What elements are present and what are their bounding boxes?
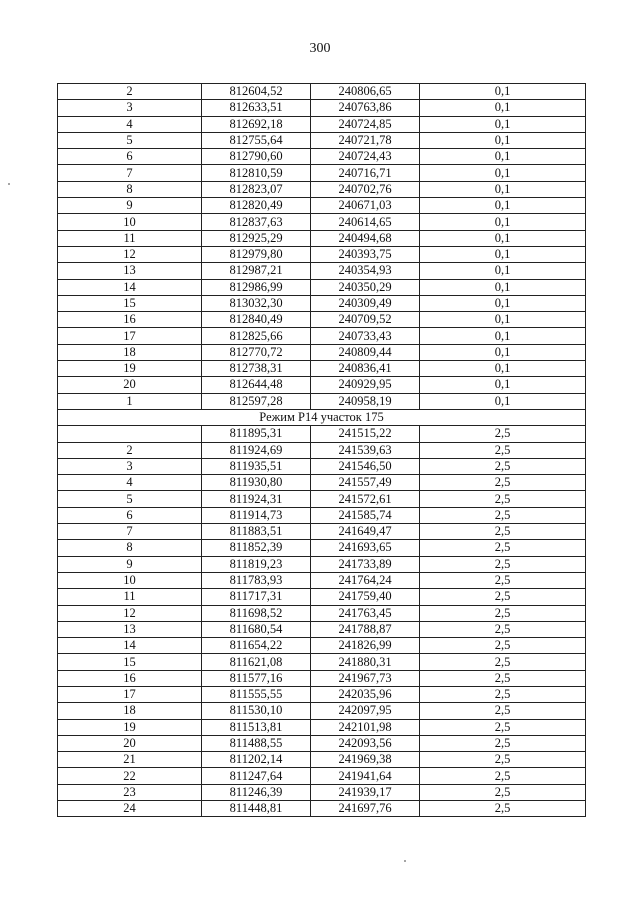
- point-number-cell: 7: [58, 524, 202, 540]
- accuracy-cell: 2,5: [420, 589, 586, 605]
- table-row: [58, 442, 586, 458]
- x-coordinate-cell: 812837,63: [202, 214, 311, 230]
- point-number-cell: 16: [58, 312, 202, 328]
- y-coordinate-cell: 241649,47: [311, 524, 420, 540]
- point-number-cell: 2: [58, 84, 202, 100]
- point-number-cell: 18: [58, 344, 202, 360]
- y-coordinate-cell: 241939,17: [311, 784, 420, 800]
- x-coordinate-cell: 812840,49: [202, 312, 311, 328]
- x-coordinate-cell: 812604,52: [202, 84, 311, 100]
- x-coordinate-cell: 811930,80: [202, 475, 311, 491]
- table-row: [58, 132, 586, 148]
- table-row: [58, 230, 586, 246]
- accuracy-cell: 2,5: [420, 784, 586, 800]
- accuracy-cell: 0,1: [420, 149, 586, 165]
- accuracy-cell: 2,5: [420, 621, 586, 637]
- point-number-cell: 23: [58, 784, 202, 800]
- accuracy-cell: 0,1: [420, 393, 586, 409]
- accuracy-cell: 2,5: [420, 572, 586, 588]
- point-number-cell: 22: [58, 768, 202, 784]
- table-row: [58, 605, 586, 621]
- point-number-cell: 1: [58, 393, 202, 409]
- x-coordinate-cell: 812979,80: [202, 246, 311, 262]
- table-row: [58, 214, 586, 230]
- x-coordinate-cell: 811654,22: [202, 638, 311, 654]
- table-row: [58, 703, 586, 719]
- accuracy-cell: 2,5: [420, 670, 586, 686]
- point-number-cell: 7: [58, 165, 202, 181]
- point-number-cell: 17: [58, 686, 202, 702]
- point-number-cell: 3: [58, 458, 202, 474]
- y-coordinate-cell: 241697,76: [311, 801, 420, 817]
- accuracy-cell: 0,1: [420, 377, 586, 393]
- y-coordinate-cell: 240806,65: [311, 84, 420, 100]
- x-coordinate-cell: 812925,29: [202, 230, 311, 246]
- y-coordinate-cell: 241764,24: [311, 572, 420, 588]
- x-coordinate-cell: 811448,81: [202, 801, 311, 817]
- table-row: [58, 198, 586, 214]
- y-coordinate-cell: 240721,78: [311, 132, 420, 148]
- y-coordinate-cell: 241546,50: [311, 458, 420, 474]
- point-number-cell: 8: [58, 540, 202, 556]
- point-number-cell: 5: [58, 491, 202, 507]
- y-coordinate-cell: 241759,40: [311, 589, 420, 605]
- table-row: [58, 768, 586, 784]
- point-number-cell: 20: [58, 377, 202, 393]
- accuracy-cell: 2,5: [420, 605, 586, 621]
- point-number-cell: 4: [58, 116, 202, 132]
- accuracy-cell: 0,1: [420, 100, 586, 116]
- accuracy-cell: 2,5: [420, 556, 586, 572]
- y-coordinate-cell: 241826,99: [311, 638, 420, 654]
- table-row: [58, 116, 586, 132]
- accuracy-cell: 0,1: [420, 230, 586, 246]
- y-coordinate-cell: 242101,98: [311, 719, 420, 735]
- point-number-cell: 10: [58, 572, 202, 588]
- x-coordinate-cell: 811914,73: [202, 507, 311, 523]
- point-number-cell: 13: [58, 621, 202, 637]
- y-coordinate-cell: 240929,95: [311, 377, 420, 393]
- table-row: [58, 556, 586, 572]
- accuracy-cell: 0,1: [420, 116, 586, 132]
- y-coordinate-cell: 240763,86: [311, 100, 420, 116]
- y-coordinate-cell: 240716,71: [311, 165, 420, 181]
- point-number-cell: 20: [58, 735, 202, 751]
- accuracy-cell: 0,1: [420, 198, 586, 214]
- point-number-cell: 10: [58, 214, 202, 230]
- y-coordinate-cell: 241941,64: [311, 768, 420, 784]
- accuracy-cell: 0,1: [420, 361, 586, 377]
- table-row: [58, 393, 586, 409]
- accuracy-cell: 2,5: [420, 686, 586, 702]
- point-number-cell: 11: [58, 230, 202, 246]
- accuracy-cell: 2,5: [420, 654, 586, 670]
- x-coordinate-cell: 813032,30: [202, 295, 311, 311]
- point-number-cell: 5: [58, 132, 202, 148]
- point-number-cell: 13: [58, 263, 202, 279]
- x-coordinate-cell: 811895,31: [202, 426, 311, 442]
- table-row: [58, 524, 586, 540]
- accuracy-cell: 2,5: [420, 768, 586, 784]
- x-coordinate-cell: 811202,14: [202, 752, 311, 768]
- table-row: [58, 638, 586, 654]
- accuracy-cell: 0,1: [420, 132, 586, 148]
- y-coordinate-cell: 241969,38: [311, 752, 420, 768]
- point-number-cell: 11: [58, 589, 202, 605]
- x-coordinate-cell: 811530,10: [202, 703, 311, 719]
- x-coordinate-cell: 811555,55: [202, 686, 311, 702]
- y-coordinate-cell: 241515,22: [311, 426, 420, 442]
- table-row: [58, 801, 586, 817]
- table-row: [58, 589, 586, 605]
- accuracy-cell: 0,1: [420, 214, 586, 230]
- y-coordinate-cell: 240393,75: [311, 246, 420, 262]
- point-number-cell: 19: [58, 361, 202, 377]
- x-coordinate-cell: 811819,23: [202, 556, 311, 572]
- point-number-cell: 19: [58, 719, 202, 735]
- x-coordinate-cell: 812738,31: [202, 361, 311, 377]
- table-row: [58, 263, 586, 279]
- accuracy-cell: 0,1: [420, 344, 586, 360]
- y-coordinate-cell: 242035,96: [311, 686, 420, 702]
- x-coordinate-cell: 811513,81: [202, 719, 311, 735]
- x-coordinate-cell: 812644,48: [202, 377, 311, 393]
- section-heading-row: [58, 409, 586, 425]
- table-row: [58, 377, 586, 393]
- table-row: [58, 165, 586, 181]
- table-row: [58, 719, 586, 735]
- point-number-cell: 12: [58, 605, 202, 621]
- point-number-cell: 12: [58, 246, 202, 262]
- x-coordinate-cell: 811717,31: [202, 589, 311, 605]
- accuracy-cell: 0,1: [420, 181, 586, 197]
- x-coordinate-cell: 811680,54: [202, 621, 311, 637]
- y-coordinate-cell: 241967,73: [311, 670, 420, 686]
- point-number-cell: 8: [58, 181, 202, 197]
- table-row: [58, 540, 586, 556]
- section-heading: Режим Р14 участок 175: [58, 409, 586, 425]
- coordinates-table-body: [58, 84, 586, 817]
- x-coordinate-cell: 811883,51: [202, 524, 311, 540]
- x-coordinate-cell: 812820,49: [202, 198, 311, 214]
- table-row: [58, 84, 586, 100]
- x-coordinate-cell: 812825,66: [202, 328, 311, 344]
- y-coordinate-cell: 241572,61: [311, 491, 420, 507]
- accuracy-cell: 2,5: [420, 540, 586, 556]
- y-coordinate-cell: 240724,43: [311, 149, 420, 165]
- y-coordinate-cell: 241733,89: [311, 556, 420, 572]
- y-coordinate-cell: 241539,63: [311, 442, 420, 458]
- y-coordinate-cell: 240836,41: [311, 361, 420, 377]
- accuracy-cell: 0,1: [420, 165, 586, 181]
- x-coordinate-cell: 811488,55: [202, 735, 311, 751]
- table-row: [58, 784, 586, 800]
- accuracy-cell: 0,1: [420, 328, 586, 344]
- accuracy-cell: 2,5: [420, 475, 586, 491]
- x-coordinate-cell: 811577,16: [202, 670, 311, 686]
- point-number-cell: 21: [58, 752, 202, 768]
- accuracy-cell: 2,5: [420, 442, 586, 458]
- x-coordinate-cell: 812810,59: [202, 165, 311, 181]
- x-coordinate-cell: 811621,08: [202, 654, 311, 670]
- y-coordinate-cell: 240309,49: [311, 295, 420, 311]
- table-row: [58, 344, 586, 360]
- accuracy-cell: 2,5: [420, 735, 586, 751]
- y-coordinate-cell: 241585,74: [311, 507, 420, 523]
- point-number-cell: 6: [58, 149, 202, 165]
- x-coordinate-cell: 811783,93: [202, 572, 311, 588]
- scan-speck: [8, 183, 10, 185]
- table-row: [58, 670, 586, 686]
- accuracy-cell: 0,1: [420, 312, 586, 328]
- point-number-cell: 15: [58, 295, 202, 311]
- accuracy-cell: 0,1: [420, 246, 586, 262]
- accuracy-cell: 0,1: [420, 263, 586, 279]
- x-coordinate-cell: 812987,21: [202, 263, 311, 279]
- table-row: [58, 475, 586, 491]
- y-coordinate-cell: 240709,52: [311, 312, 420, 328]
- y-coordinate-cell: 240702,76: [311, 181, 420, 197]
- accuracy-cell: 0,1: [420, 84, 586, 100]
- table-row: [58, 100, 586, 116]
- x-coordinate-cell: 812597,28: [202, 393, 311, 409]
- accuracy-cell: 2,5: [420, 458, 586, 474]
- accuracy-cell: 2,5: [420, 524, 586, 540]
- y-coordinate-cell: 241880,31: [311, 654, 420, 670]
- table-row: [58, 621, 586, 637]
- y-coordinate-cell: 240354,93: [311, 263, 420, 279]
- x-coordinate-cell: 812986,99: [202, 279, 311, 295]
- accuracy-cell: 2,5: [420, 703, 586, 719]
- point-number-cell: 16: [58, 670, 202, 686]
- table-row: [58, 181, 586, 197]
- point-number-cell: [58, 426, 202, 442]
- x-coordinate-cell: 812790,60: [202, 149, 311, 165]
- point-number-cell: 3: [58, 100, 202, 116]
- y-coordinate-cell: 240733,43: [311, 328, 420, 344]
- accuracy-cell: 2,5: [420, 801, 586, 817]
- point-number-cell: 6: [58, 507, 202, 523]
- y-coordinate-cell: 241693,65: [311, 540, 420, 556]
- y-coordinate-cell: 240809,44: [311, 344, 420, 360]
- scan-speck: [404, 860, 406, 862]
- table-row: [58, 361, 586, 377]
- point-number-cell: 4: [58, 475, 202, 491]
- table-row: [58, 246, 586, 262]
- x-coordinate-cell: 811247,64: [202, 768, 311, 784]
- table-row: [58, 312, 586, 328]
- x-coordinate-cell: 812770,72: [202, 344, 311, 360]
- y-coordinate-cell: 242097,95: [311, 703, 420, 719]
- accuracy-cell: 2,5: [420, 491, 586, 507]
- table-row: [58, 328, 586, 344]
- x-coordinate-cell: 811246,39: [202, 784, 311, 800]
- accuracy-cell: 2,5: [420, 752, 586, 768]
- x-coordinate-cell: 812692,18: [202, 116, 311, 132]
- accuracy-cell: 2,5: [420, 426, 586, 442]
- table-row: [58, 654, 586, 670]
- x-coordinate-cell: 812755,64: [202, 132, 311, 148]
- table-row: [58, 149, 586, 165]
- x-coordinate-cell: 812633,51: [202, 100, 311, 116]
- x-coordinate-cell: 811852,39: [202, 540, 311, 556]
- y-coordinate-cell: 240614,65: [311, 214, 420, 230]
- table-row: [58, 572, 586, 588]
- point-number-cell: 9: [58, 556, 202, 572]
- table-row: [58, 426, 586, 442]
- x-coordinate-cell: 811698,52: [202, 605, 311, 621]
- point-number-cell: 14: [58, 638, 202, 654]
- table-row: [58, 752, 586, 768]
- table-row: [58, 491, 586, 507]
- y-coordinate-cell: 242093,56: [311, 735, 420, 751]
- table-row: [58, 735, 586, 751]
- y-coordinate-cell: 240958,19: [311, 393, 420, 409]
- point-number-cell: 24: [58, 801, 202, 817]
- y-coordinate-cell: 241788,87: [311, 621, 420, 637]
- y-coordinate-cell: 240671,03: [311, 198, 420, 214]
- point-number-cell: 17: [58, 328, 202, 344]
- point-number-cell: 15: [58, 654, 202, 670]
- x-coordinate-cell: 811935,51: [202, 458, 311, 474]
- point-number-cell: 2: [58, 442, 202, 458]
- accuracy-cell: 2,5: [420, 507, 586, 523]
- x-coordinate-cell: 811924,69: [202, 442, 311, 458]
- table-row: [58, 458, 586, 474]
- coordinates-table: [57, 83, 586, 817]
- table-row: [58, 686, 586, 702]
- x-coordinate-cell: 811924,31: [202, 491, 311, 507]
- x-coordinate-cell: 812823,07: [202, 181, 311, 197]
- table-row: [58, 279, 586, 295]
- accuracy-cell: 0,1: [420, 295, 586, 311]
- table-row: [58, 295, 586, 311]
- y-coordinate-cell: 241557,49: [311, 475, 420, 491]
- y-coordinate-cell: 240350,29: [311, 279, 420, 295]
- point-number-cell: 18: [58, 703, 202, 719]
- accuracy-cell: 0,1: [420, 279, 586, 295]
- page-number: 300: [309, 41, 331, 56]
- y-coordinate-cell: 240724,85: [311, 116, 420, 132]
- y-coordinate-cell: 241763,45: [311, 605, 420, 621]
- point-number-cell: 14: [58, 279, 202, 295]
- point-number-cell: 9: [58, 198, 202, 214]
- accuracy-cell: 2,5: [420, 719, 586, 735]
- table-row: [58, 507, 586, 523]
- y-coordinate-cell: 240494,68: [311, 230, 420, 246]
- accuracy-cell: 2,5: [420, 638, 586, 654]
